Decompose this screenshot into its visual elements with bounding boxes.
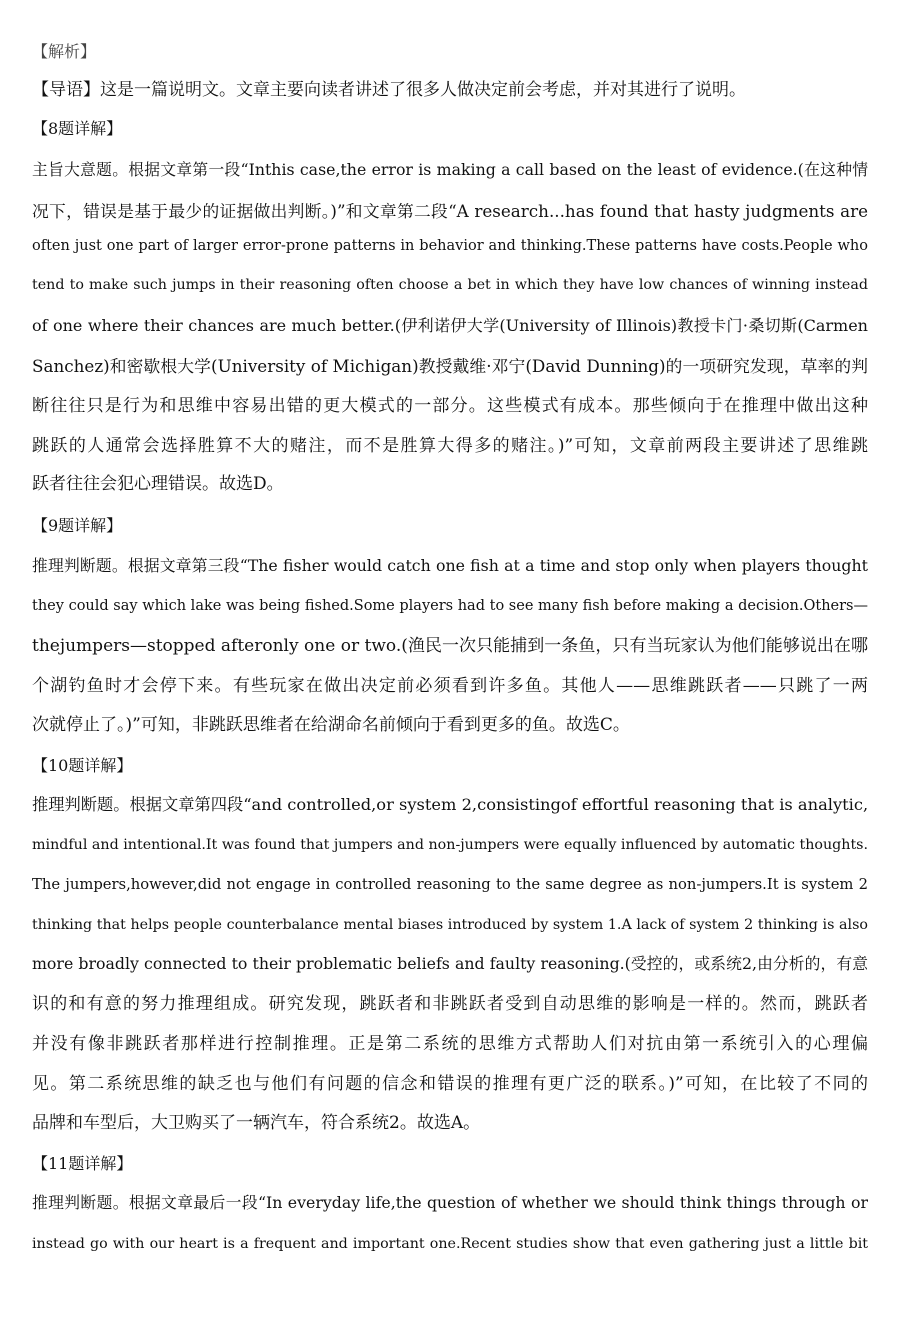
q10-line: 推理判断题。根据文章第四段“and controlled,or system 2,consistingof effortful reasoning that is analytic, (32, 795, 868, 814)
q11-line: 推理判断题。根据文章最后一段“In everyday life,the question of whether we should think things through or (32, 1193, 868, 1212)
intro-paragraph: 【导语】这是一篇说明文。文章主要向读者讲述了很多人做决定前会考虑，并对其进行了说明。 (32, 80, 746, 100)
q8-line: 况下，错误是基于最少的证据做出判断。)”和文章第二段“A research...has found that hasty judgments are (32, 201, 868, 221)
q11-heading: 【11题详解】 (32, 1154, 133, 1173)
q9-line: they could say which lake was being fished.Some players had to see many fish before making a decision.Others— (32, 598, 868, 614)
q9-line: 推理判断题。根据文章第三段“The fisher would catch one fish at a time and stop only when players thought (32, 556, 868, 575)
q8-line: Sanchez)和密歇根大学(University of Michigan)教授戴维·邓宁(David Dunning)的一项研究发现，草率的判 (32, 356, 868, 376)
q8-line: 跃者往往会犯心理错误。故选D。 (32, 474, 284, 494)
q10-line: 识的和有意的努力推理组成。研究发现，跳跃者和非跳跃者受到自动思维的影响是一样的。然而，跳跃者 (32, 994, 868, 1014)
q9-line: 次就停止了。)”可知，非跳跃思维者在给湖命名前倾向于看到更多的鱼。故选C。 (32, 715, 630, 735)
q8-line: 断往往只是行为和思维中容易出错的更大模式的一部分。这些模式有成本。那些倾向于在推理中做出这种 (32, 396, 868, 416)
q8-heading: 【8题详解】 (32, 119, 123, 138)
q9-line: 个湖钓鱼时才会停下来。有些玩家在做出决定前必须看到许多鱼。其他人——思维跳跃者——只跳了一两 (32, 676, 868, 696)
q8-line: often just one part of larger error-prone patterns in behavior and thinking.These patterns have costs.People who (32, 238, 868, 254)
q10-line: more broadly connected to their problematic beliefs and faulty reasoning.(受控的，或系统2,由分析的，有意 (32, 954, 868, 973)
q8-line: 跳跃的人通常会选择胜算不大的赌注，而不是胜算大得多的赌注。)”可知，文章前两段主要讲述了思维跳 (32, 436, 868, 456)
q8-line: tend to make such jumps in their reasoning often choose a bet in which they have low chances of winning instead (32, 277, 868, 293)
q10-line: mindful and intentional.It was found that jumpers and non-jumpers were equally influenced by automatic thoughts. (32, 837, 868, 853)
q10-line: 并没有像非跳跃者那样进行控制推理。正是第二系统的思维方式帮助人们对抗由第一系统引入的心理偏 (32, 1034, 868, 1054)
q9-line: thejumpers—stopped afteronly one or two.(渔民一次只能捕到一条鱼，只有当玩家认为他们能够说出在哪 (32, 636, 868, 656)
q10-heading: 【10题详解】 (32, 756, 133, 775)
q9-heading: 【9题详解】 (32, 516, 123, 535)
section-label: 【解析】 (32, 42, 97, 61)
q11-line: instead go with our heart is a frequent and important one.Recent studies show that even gathering just a little bit (32, 1236, 868, 1252)
q8-line: 主旨大意题。根据文章第一段“Inthis case,the error is making a call based on the least of evidence.(在这种情 (32, 160, 868, 179)
q10-line: 见。第二系统思维的缺乏也与他们有问题的信念和错误的推理有更广泛的联系。)”可知，在比较了不同的 (32, 1074, 868, 1094)
q10-line: 品牌和车型后，大卫购买了一辆汽车，符合系统2。故选A。 (32, 1113, 481, 1133)
q8-line: of one where their chances are much better.(伊利诺伊大学(University of Illinois)教授卡门·桑切斯(Carmen (32, 316, 868, 335)
q10-line: thinking that helps people counterbalance mental biases introduced by system 1.A lack of system 2 thinking is also (32, 917, 868, 933)
q10-line: The jumpers,however,did not engage in controlled reasoning to the same degree as non-jumpers.It is system 2 (32, 876, 868, 893)
